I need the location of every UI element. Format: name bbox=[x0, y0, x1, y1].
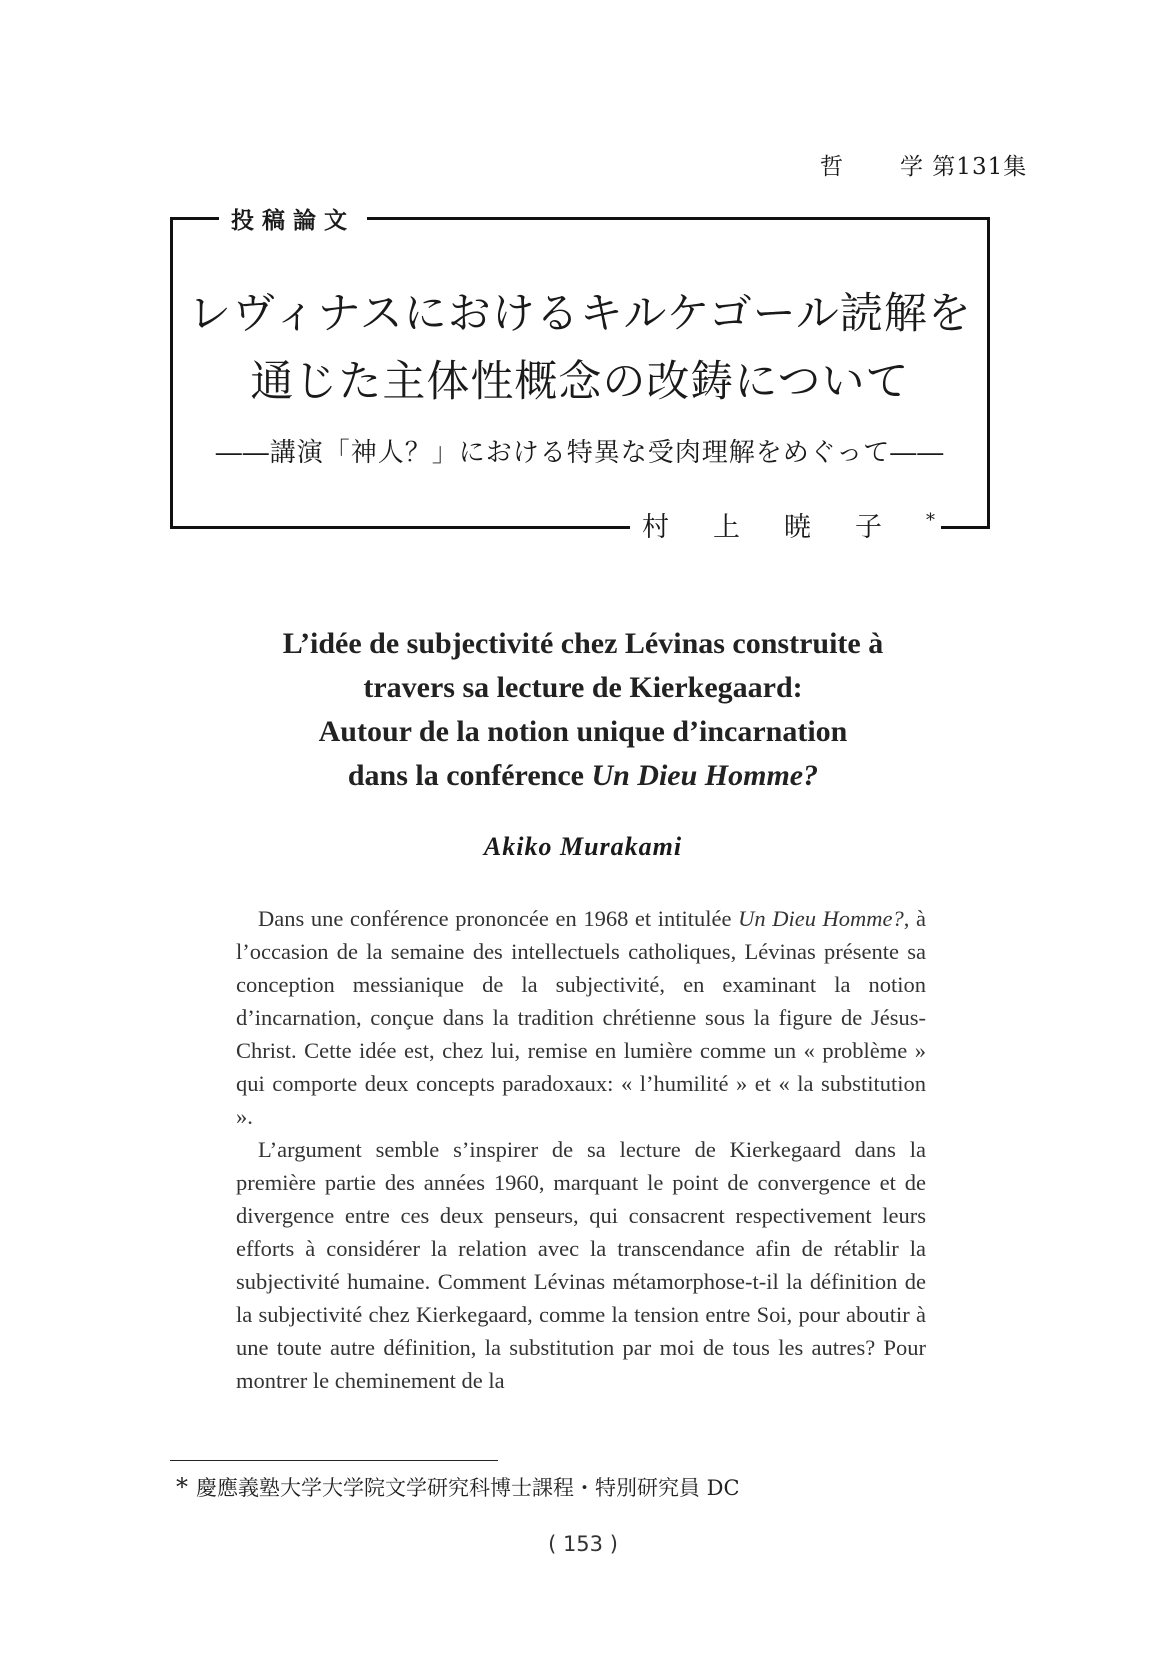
french-title-line4 bbox=[0, 754, 1166, 798]
author-footnote-mark: * bbox=[926, 510, 935, 531]
japanese-title-line1: レヴィナスにおけるキルケゴール読解を bbox=[188, 289, 972, 339]
french-title-line4-plain: dans la conférence bbox=[347, 759, 592, 792]
abstract-p1-before: Dans une conférence prononcée en 1968 et intitulée bbox=[258, 906, 739, 931]
japanese-author bbox=[630, 503, 941, 546]
abstract-p1-after: , à l’occasion de la semaine des intellectuels catholiques, Lévinas présente sa conception messianique de la subjectivité, en examinant la notion d’incarnation, conçue dans la tradition chrétienne sous la figure de Jésus-Christ. Cette idée est, chez lui, remise en lumière comme un « problème » qui comporte deux concepts paradoxaux: « l’humilité » et « la substitution ». bbox=[236, 906, 926, 1129]
french-title-line1: L’idée de subjectivité chez Lévinas construite à bbox=[282, 627, 884, 660]
abstract-paragraph-1 bbox=[236, 902, 926, 1133]
japanese-author-name: 村上暁子 bbox=[642, 512, 926, 543]
footnote-mark: * bbox=[176, 1473, 188, 1501]
footnote bbox=[176, 1472, 740, 1502]
journal-name-part2: 学 第131集 bbox=[900, 154, 1028, 180]
french-author: Akiko Murakami bbox=[483, 832, 683, 861]
french-title-line4-italic: Un Dieu Homme? bbox=[591, 759, 819, 792]
title-frame bbox=[170, 208, 990, 543]
journal-name-part1: 哲 bbox=[820, 154, 844, 180]
abstract bbox=[236, 902, 926, 1397]
page-number: ( 153 ) bbox=[548, 1532, 618, 1556]
french-title bbox=[0, 622, 1166, 798]
japanese-subtitle: ――講演「神人？」における特異な受肉理解をめぐって―― bbox=[215, 438, 945, 468]
article-type-label: 投稿論文 bbox=[219, 202, 367, 235]
japanese-title-line2: 通じた主体性概念の改鋳について bbox=[250, 357, 910, 407]
french-title-line3: Autour de la notion unique d’incarnation bbox=[318, 715, 848, 748]
abstract-paragraph-2: L’argument semble s’inspirer de sa lecture de Kierkegaard dans la première partie des années 1960, marquant le point de convergence et de divergence entre ces deux penseurs, qui consacrent respectivement leurs efforts à considérer la relation avec la transcendance afin de rétablir la subjectivité humaine. Comment Lévinas métamorphose-t-il la définition de la subjectivité chez Kierkegaard, comme la tension entre Soi, pour aboutir à une toute autre définition, la substitution par moi de tous les autres? Pour montrer le cheminement de la bbox=[236, 1137, 926, 1393]
journal-header bbox=[820, 148, 1027, 181]
footnote-text: 慶應義塾大学大学院文学研究科博士課程・特別研究員 DC bbox=[196, 1476, 740, 1500]
abstract-p1-italic: Un Dieu Homme? bbox=[738, 906, 904, 931]
french-title-line2: travers sa lecture de Kierkegaard: bbox=[363, 671, 803, 704]
footnote-divider bbox=[170, 1460, 498, 1461]
